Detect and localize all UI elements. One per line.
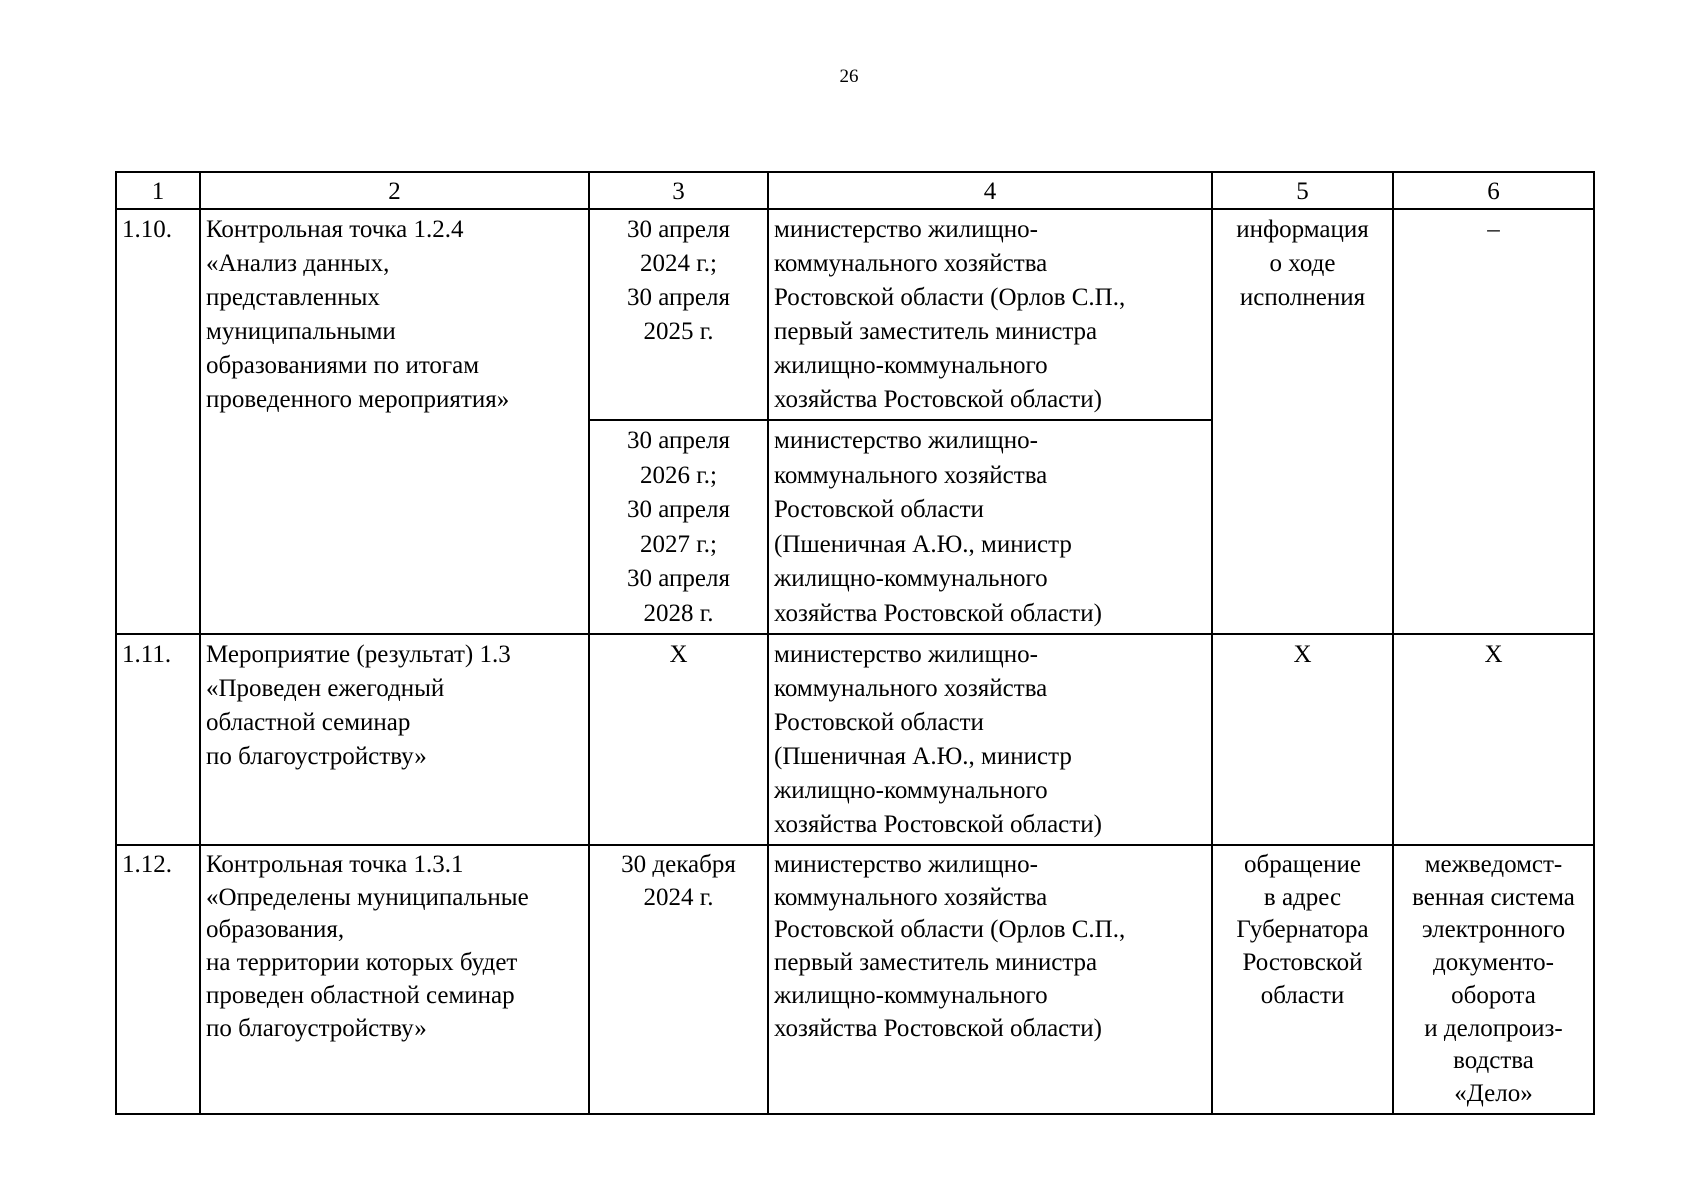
row-number: 1.10.: [116, 209, 200, 634]
row-number: 1.11.: [116, 634, 200, 845]
header-cell: 2: [200, 172, 589, 209]
header-cell: 5: [1212, 172, 1393, 209]
deadline: 30 апреля 2026 г.; 30 апреля 2027 г.; 30 апреля 2028 г.: [589, 420, 768, 634]
plan-table: [115, 171, 1595, 1115]
item-name: Мероприятие (результат) 1.3 «Проведен ежегодный областной семинар по благоустройству»: [200, 634, 589, 845]
header-cell: 3: [589, 172, 768, 209]
header-cell: 1: [116, 172, 200, 209]
responsible: министерство жилищно- коммунального хозяйства Ростовской области (Пшеничная А.Ю., министр жилищно-коммунального хозяйства Ростовской области): [768, 634, 1212, 845]
table-row: [116, 209, 1594, 420]
row-number: 1.12.: [116, 845, 200, 1114]
item-name: Контрольная точка 1.3.1 «Определены муниципальные образования, на территории которых будет проведен областной семинар по благоустройству»: [200, 845, 589, 1114]
responsible: министерство жилищно- коммунального хозяйства Ростовской области (Орлов С.П., первый заместитель министра жилищно-коммунального хозяйства Ростовской области): [768, 209, 1212, 420]
information-system: –: [1393, 209, 1594, 634]
information-system: Х: [1393, 634, 1594, 845]
responsible: министерство жилищно- коммунального хозяйства Ростовской области (Орлов С.П., первый заместитель министра жилищно-коммунального хозяйства Ростовской области): [768, 845, 1212, 1114]
table-row: [116, 634, 1594, 845]
table-row: [116, 845, 1594, 1114]
table-header-row: [116, 172, 1594, 209]
document-type: Х: [1212, 634, 1393, 845]
deadline: Х: [589, 634, 768, 845]
header-cell: 4: [768, 172, 1212, 209]
responsible: министерство жилищно- коммунального хозяйства Ростовской области (Пшеничная А.Ю., министр жилищно-коммунального хозяйства Ростовской области): [768, 420, 1212, 634]
information-system: межведомст- венная система электронного документо- оборота и делопроиз- водства «Дело»: [1393, 845, 1594, 1114]
deadline: 30 декабря 2024 г.: [589, 845, 768, 1114]
document-type: обращение в адрес Губернатора Ростовской области: [1212, 845, 1393, 1114]
document-type: информация о ходе исполнения: [1212, 209, 1393, 634]
page-number: 26: [839, 66, 859, 87]
deadline: 30 апреля 2024 г.; 30 апреля 2025 г.: [589, 209, 768, 420]
item-name: Контрольная точка 1.2.4 «Анализ данных, представленных муниципальными образованиями по итогам проведенного мероприятия»: [200, 209, 589, 634]
header-cell: 6: [1393, 172, 1594, 209]
